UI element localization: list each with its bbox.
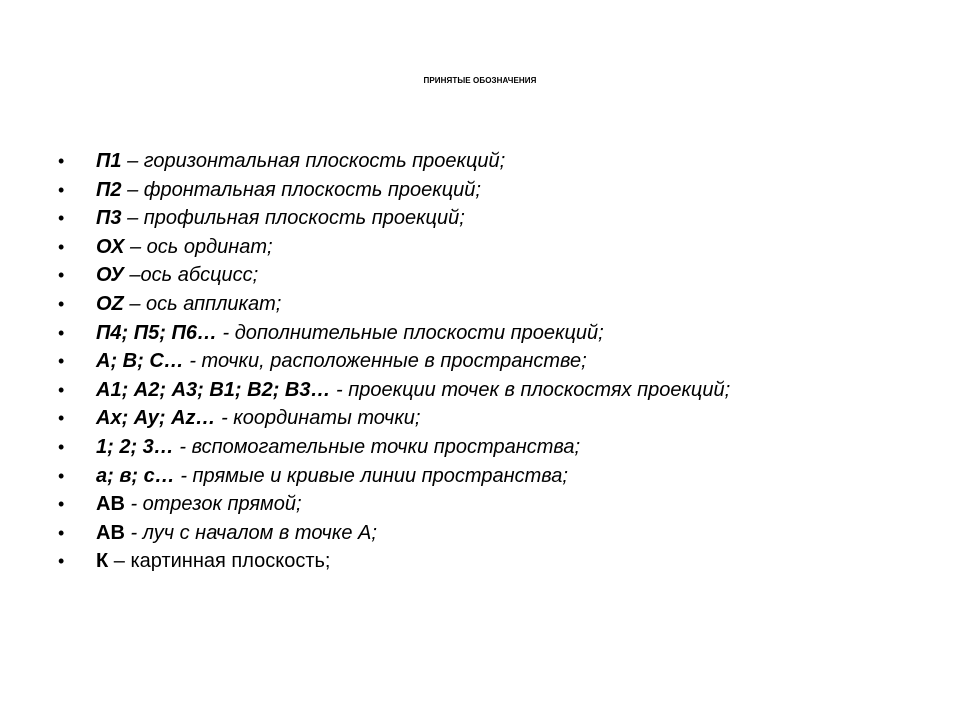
notation-description: - проекции точек в плоскостях проекций; [330, 378, 731, 401]
slide-title: ПРИНЯТЫЕ ОБОЗНАЧЕНИЯ [423, 76, 537, 85]
notation-key: Ах; Ау; Аz… [96, 407, 216, 430]
notation-key: ОХ [96, 235, 125, 258]
notation-description: – профильная плоскость проекций; [121, 207, 465, 230]
bullet-icon: • [58, 293, 65, 314]
bullet-icon: • [58, 551, 65, 572]
list-item [58, 176, 730, 205]
notation-key: А; В; С… [96, 350, 184, 373]
list-item [58, 290, 730, 319]
bullet-icon: • [58, 408, 65, 429]
list-item [58, 233, 730, 262]
notation-description: – горизонтальная плоскость проекций; [121, 150, 506, 172]
bullet-icon: • [58, 208, 65, 229]
bullet-icon: • [58, 179, 65, 200]
notation-description: – ось ординат; [124, 235, 273, 258]
notation-key: OZ [96, 292, 124, 315]
notation-key: П1 [96, 150, 122, 172]
bullet-icon: • [58, 379, 65, 400]
notation-description: – картинная плоскость; [108, 550, 331, 573]
list-item [58, 204, 730, 233]
bullet-icon: • [58, 236, 65, 257]
notation-key: К [96, 550, 109, 573]
notation-description: - луч с началом в точке А; [124, 521, 377, 544]
notation-key: а; в; с… [96, 464, 175, 487]
notation-description: –ось абсцисс; [123, 264, 259, 287]
notation-description: – ось аппликат; [123, 292, 282, 315]
bullet-icon: • [58, 322, 65, 343]
notation-key: П2 [96, 178, 122, 201]
list-item [58, 261, 730, 290]
notation-description: - точки, расположенные в пространстве; [183, 350, 587, 373]
list-item [58, 376, 730, 405]
notation-description: - прямые и кривые линии пространства; [174, 464, 568, 487]
list-item [58, 433, 730, 462]
notation-key: П4; П5; П6… [96, 321, 217, 344]
bullet-icon: • [58, 494, 65, 515]
notation-key: 1; 2; 3… [96, 435, 174, 458]
notation-key: ОУ [96, 264, 124, 287]
bullet-icon: • [58, 265, 65, 286]
bullet-icon: • [58, 465, 65, 486]
bullet-icon: • [58, 351, 65, 372]
list-item [58, 147, 730, 176]
bullet-icon: • [58, 436, 65, 457]
notation-key: АВ [96, 521, 125, 544]
list-item [58, 319, 730, 348]
notation-key: АВ [96, 493, 125, 516]
notation-description: - вспомогательные точки пространства; [173, 435, 581, 458]
list-item [58, 490, 730, 519]
notation-description: – фронтальная плоскость проекций; [121, 178, 481, 201]
list-item [58, 404, 730, 433]
bullet-icon: • [58, 522, 65, 543]
list-item [58, 547, 730, 576]
list-item [58, 462, 730, 491]
bullet-icon: • [58, 151, 65, 171]
notation-description: - отрезок прямой; [124, 493, 302, 516]
list-item [58, 347, 730, 376]
notation-description: - координаты точки; [215, 407, 421, 430]
notation-list [58, 147, 730, 576]
notation-description: - дополнительные плоскости проекций; [216, 321, 604, 344]
list-item [58, 519, 730, 548]
notation-key: А1; А2; А3; В1; В2; В3… [96, 378, 331, 401]
notation-key: П3 [96, 207, 122, 230]
